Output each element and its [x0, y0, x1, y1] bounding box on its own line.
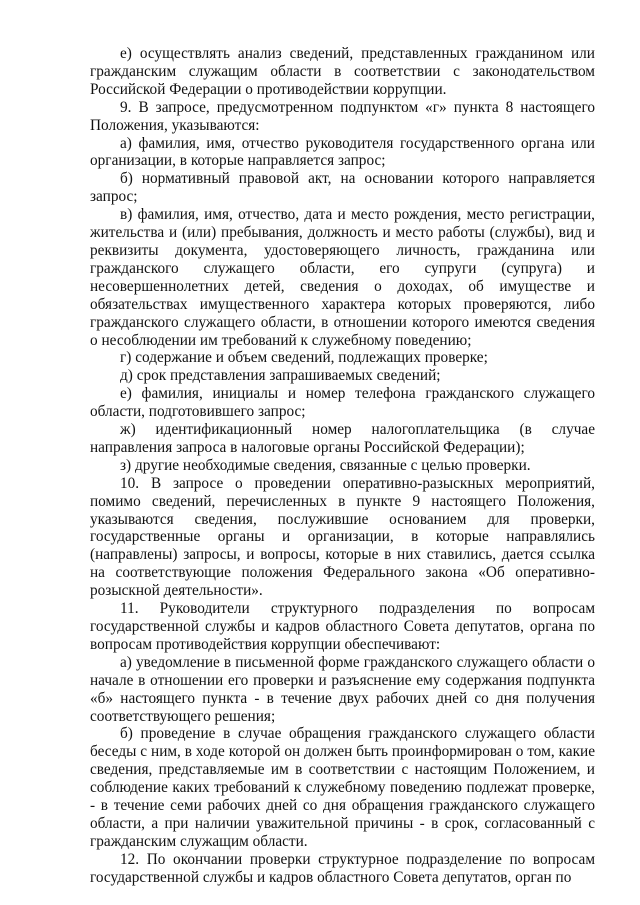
paragraph-item-g-content: г) содержание и объем сведений, подлежащих проверке;	[120, 349, 488, 367]
paragraph-item-b-legal-act: б) нормативный правовой акт, на основании которого направляется запрос;	[90, 170, 595, 206]
paragraph-item-d-deadline: д) срок представления запрашиваемых сведений;	[120, 367, 441, 385]
paragraph-item-v-personal-data: в) фамилия, имя, отчество, дата и место рождения, место регистрации, жительства и (или) пребывания, должность и место работы (службы), вид и реквизиты документа, удостоверяющего личность, гражданина или гражданского служащего области, его супруги (супруга) и несовершеннолетних детей, сведения о доходах, об имуществе и обязательствах имущественного характера которых проверяются, либо гражданского служащего области, в отношении которого имеются сведения о несоблюдении им требований к служебному поведению;	[90, 206, 595, 349]
paragraph-item-a-notification: а) уведомление в письменной форме гражданского служащего области о начале в отношении его проверки и разъяснение ему содержания подпункта «б» настоящего пункта - в течение двух рабочих дней со дня получения соответствующего решения;	[90, 653, 595, 725]
paragraph-item-e-analysis: е) осуществлять анализ сведений, представленных гражданином или гражданским служащим области в соответствии с законодательством Российской Федерации о противодействии коррупции.	[90, 45, 595, 98]
paragraph-item-z-other: з) другие необходимые сведения, связанные с целью проверки.	[120, 456, 531, 474]
paragraph-clause-11: 11. Руководители структурного подразделения по вопросам государственной службы и кадров областного Совета депутатов, органа по вопросам противодействия коррупции обеспечивают:	[90, 600, 595, 653]
paragraph-item-b-interview: б) проведение в случае обращения гражданского служащего области беседы с ним, в ходе которой он должен быть проинформирован о том, какие сведения, представляемые им в соответствии с настоящим Положением, и соблюдение каких требований к служебному поведению подлежат проверке, - в течение семи рабочих дней со дня обращения гражданского служащего области, а при наличии уважительной причины - в срок, согласованный с гражданским служащим области.	[90, 725, 595, 850]
document-page	[90, 45, 595, 887]
paragraph-clause-9: 9. В запросе, предусмотренном подпунктом «г» пункта 8 настоящего Положения, указываются:	[90, 98, 595, 134]
paragraph-item-e-contact: е) фамилия, инициалы и номер телефона гражданского служащего области, подготовившего запрос;	[90, 385, 595, 421]
paragraph-item-zh-tax-id: ж) идентификационный номер налогоплательщика (в случае направления запроса в налоговые органы Российской Федерации);	[90, 421, 595, 456]
paragraph-clause-12: 12. По окончании проверки структурное подразделение по вопросам государственной службы и кадров областного Совета депутатов, орган по	[90, 850, 595, 886]
paragraph-item-a-head-name: а) фамилия, имя, отчество руководителя государственного органа или организации, в которые направляется запрос;	[90, 134, 595, 170]
paragraph-clause-10: 10. В запросе о проведении оперативно-разыскных мероприятий, помимо сведений, перечисленных в пункте 9 настоящего Положения, указываются сведения, послужившие основанием для проверки, государственные органы и организации, в которые направлялись (направлены) запросы, и вопросы, которые в них ставились, дается ссылка на соответствующие положения Федерального закона «Об оперативно-розыскной деятельности».	[90, 474, 595, 600]
